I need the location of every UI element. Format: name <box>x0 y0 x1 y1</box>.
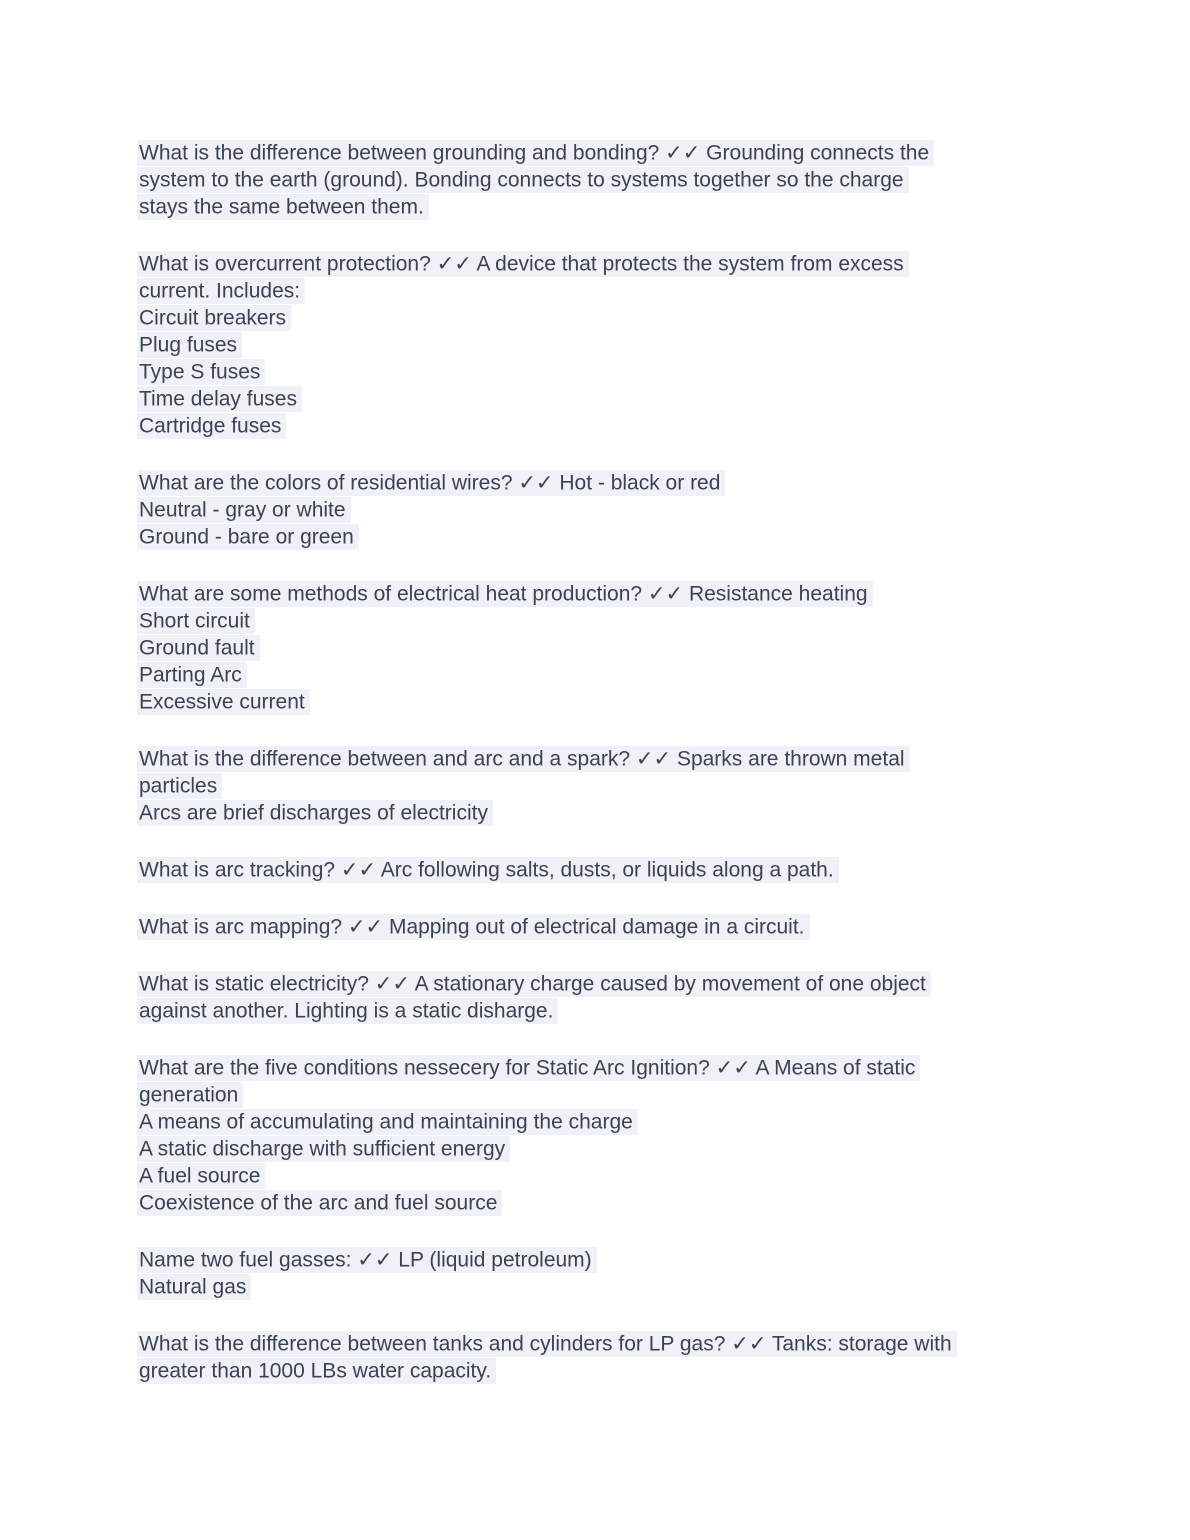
highlighted-text: A means of accumulating and maintaining the charge <box>137 1109 638 1136</box>
text-line <box>139 772 1050 799</box>
text-line <box>139 1162 1050 1189</box>
text-line <box>139 634 1050 661</box>
text-line <box>139 523 1050 550</box>
highlighted-text: system to the earth (ground). Bonding connects to systems together so the charge <box>137 167 909 194</box>
text-line <box>139 661 1050 688</box>
text-line <box>139 913 1050 940</box>
highlighted-text: Time delay fuses <box>137 386 302 413</box>
highlighted-text: Type S fuses <box>137 359 265 386</box>
text-line <box>139 607 1050 634</box>
highlighted-text: What is static electricity? ✓✓ A stationary charge caused by movement of one object <box>137 971 931 998</box>
highlighted-text: Ground fault <box>137 635 260 662</box>
text-line <box>139 1330 1050 1357</box>
text-line <box>139 1081 1050 1108</box>
text-line <box>139 1135 1050 1162</box>
highlighted-text: What is arc mapping? ✓✓ Mapping out of electrical damage in a circuit. <box>137 914 810 941</box>
text-line <box>139 970 1050 997</box>
qa-block <box>139 745 1050 826</box>
highlighted-text: particles <box>137 773 222 800</box>
text-line <box>139 412 1050 439</box>
qa-block <box>139 856 1050 883</box>
highlighted-text: Plug fuses <box>137 332 242 359</box>
qa-block <box>139 139 1050 220</box>
qa-block <box>139 913 1050 940</box>
qa-block <box>139 1330 1050 1384</box>
highlighted-text: against another. Lighting is a static disharge. <box>137 998 558 1025</box>
highlighted-text: Circuit breakers <box>137 305 291 332</box>
text-line <box>139 1246 1050 1273</box>
highlighted-text: What is arc tracking? ✓✓ Arc following salts, dusts, or liquids along a path. <box>137 857 839 884</box>
highlighted-text: What are some methods of electrical heat production? ✓✓ Resistance heating <box>137 581 873 608</box>
text-line <box>139 304 1050 331</box>
text-line <box>139 277 1050 304</box>
highlighted-text: A static discharge with sufficient energy <box>137 1136 510 1163</box>
text-line <box>139 580 1050 607</box>
text-line <box>139 331 1050 358</box>
highlighted-text: What are the colors of residential wires? ✓✓ Hot - black or red <box>137 470 725 497</box>
qa-block <box>139 469 1050 550</box>
text-line <box>139 193 1050 220</box>
qa-block <box>139 580 1050 715</box>
highlighted-text: generation <box>137 1082 243 1109</box>
text-line <box>139 496 1050 523</box>
highlighted-text: What are the five conditions nessecery for Static Arc Ignition? ✓✓ A Means of static <box>137 1055 920 1082</box>
highlighted-text: Parting Arc <box>137 662 247 689</box>
qa-block <box>139 250 1050 439</box>
highlighted-text: Neutral - gray or white <box>137 497 351 524</box>
highlighted-text: What is the difference between tanks and cylinders for LP gas? ✓✓ Tanks: storage with <box>137 1331 957 1358</box>
qa-block <box>139 1246 1050 1300</box>
highlighted-text: What is the difference between and arc and a spark? ✓✓ Sparks are thrown metal <box>137 746 910 773</box>
highlighted-text: Cartridge fuses <box>137 413 286 440</box>
highlighted-text: stays the same between them. <box>137 194 429 221</box>
highlighted-text: Arcs are brief discharges of electricity <box>137 800 493 827</box>
text-line <box>139 745 1050 772</box>
highlighted-text: Name two fuel gasses: ✓✓ LP (liquid petroleum) <box>137 1247 597 1274</box>
highlighted-text: greater than 1000 LBs water capacity. <box>137 1358 496 1385</box>
highlighted-text: Natural gas <box>137 1274 251 1301</box>
highlighted-text: What is overcurrent protection? ✓✓ A device that protects the system from excess <box>137 251 909 278</box>
text-line <box>139 997 1050 1024</box>
highlighted-text: Excessive current <box>137 689 310 716</box>
highlighted-text: Ground - bare or green <box>137 524 359 551</box>
qa-block <box>139 970 1050 1024</box>
text-line <box>139 856 1050 883</box>
text-line <box>139 799 1050 826</box>
highlighted-text: A fuel source <box>137 1163 265 1190</box>
text-line <box>139 358 1050 385</box>
text-line <box>139 1357 1050 1384</box>
text-line <box>139 469 1050 496</box>
qa-document <box>139 139 1050 1384</box>
text-line <box>139 1189 1050 1216</box>
text-line <box>139 1273 1050 1300</box>
text-line <box>139 250 1050 277</box>
text-line <box>139 688 1050 715</box>
text-line <box>139 166 1050 193</box>
qa-block <box>139 1054 1050 1216</box>
text-line <box>139 1108 1050 1135</box>
highlighted-text: Short circuit <box>137 608 255 635</box>
highlighted-text: Coexistence of the arc and fuel source <box>137 1190 502 1217</box>
highlighted-text: current. Includes: <box>137 278 305 305</box>
text-line <box>139 139 1050 166</box>
text-line <box>139 1054 1050 1081</box>
highlighted-text: What is the difference between grounding and bonding? ✓✓ Grounding connects the <box>137 140 934 167</box>
text-line <box>139 385 1050 412</box>
